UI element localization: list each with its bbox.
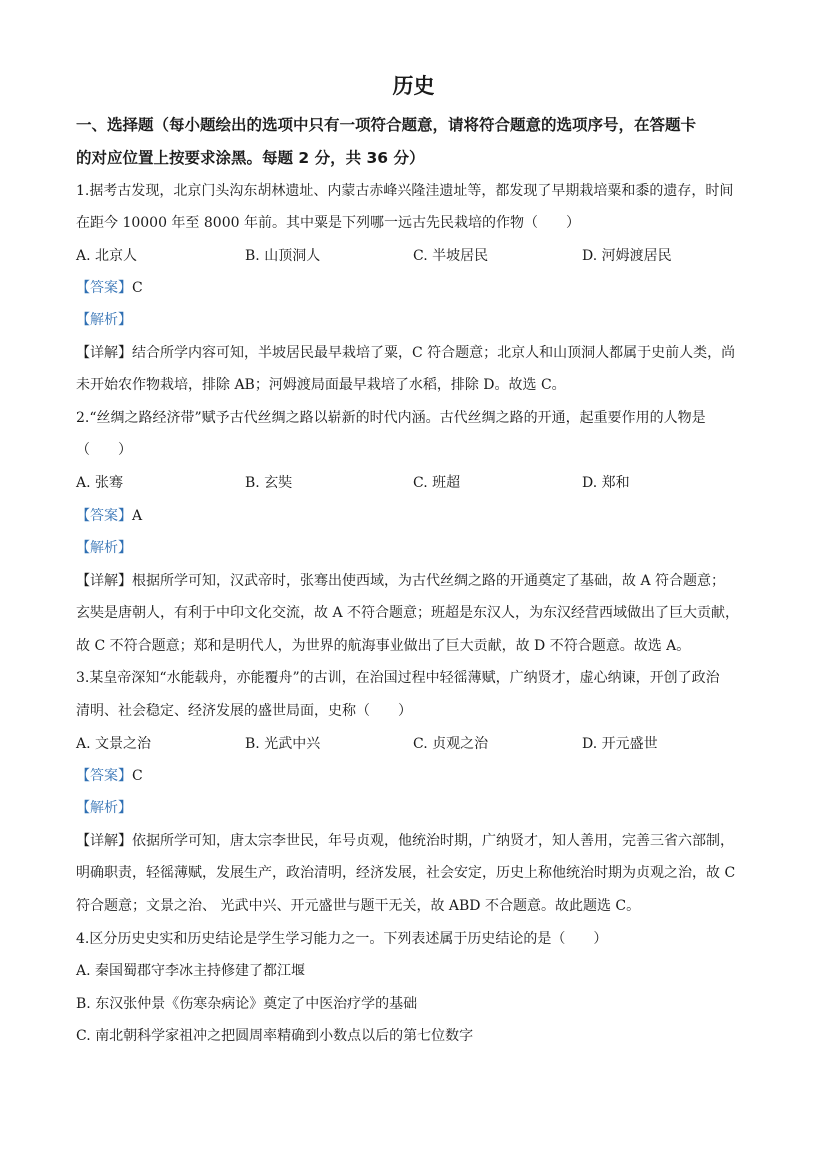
q1-option-c: C. 半坡居民 — [413, 248, 489, 264]
q3-answer-value: C — [132, 768, 143, 784]
q2-analysis-tag: 【解析】 — [76, 540, 132, 556]
q2-option-b: B. 玄奘 — [245, 475, 293, 491]
q2-detail-line-3: 故 C 不符合题意；郑和是明代人，为世界的航海事业做出了巨大贡献，故 D 不符合题意。故选 A。 — [76, 638, 691, 654]
q3-answer-tag: 【答案】 — [76, 768, 132, 784]
q3-option-b: B. 光武中兴 — [245, 736, 321, 752]
q2-detail-line-1: 【详解】根据所学可知，汉武帝时，张骞出使西域，为古代丝绸之路的开通奠定了基础，故 A 符合题意； — [76, 573, 726, 589]
q3-option-d: D. 开元盛世 — [582, 736, 658, 752]
q2-detail-line-2: 玄奘是唐朝人，有利于中印文化交流，故 A 不符合题意；班超是东汉人，为东汉经营西域做出了巨大贡献， — [76, 605, 740, 621]
q3-detail-line-3: 符合题意；文景之治、 光武中兴、开元盛世与题干无关，故 ABD 不合题意。故此题选 C。 — [76, 898, 641, 914]
q3-stem-line-2: 清明、社会稳定、经济发展的盛世局面，史称（ ） — [76, 703, 412, 719]
q2-answer-value: A — [132, 508, 143, 524]
q3-answer — [76, 765, 756, 785]
q3-stem-line-1: 3.某皇帝深知“水能载舟，亦能覆舟”的古训，在治国过程中轻徭薄赋，广纳贤才，虚心纳谏，开创了政治 — [76, 670, 720, 686]
q1-analysis-tag: 【解析】 — [76, 312, 132, 328]
q1-option-b: B. 山顶洞人 — [245, 248, 321, 264]
q1-answer-value: C — [132, 280, 143, 296]
q3-option-c: C. 贞观之治 — [413, 736, 489, 752]
q1-option-a: A. 北京人 — [76, 248, 138, 264]
q1-stem-line-2: 在距今 10000 年至 8000 年前。其中粟是下列哪一远古先民栽培的作物（ ） — [76, 215, 580, 231]
q1-detail-line-2: 未开始农作物栽培，排除 AB；河姆渡局面最早栽培了水稻，排除 D。故选 C。 — [76, 377, 566, 393]
q2-stem-line-1: 2.“丝绸之路经济带”赋予古代丝绸之路以崭新的时代内涵。古代丝绸之路的开通，起重要作用的人物是 — [76, 410, 706, 426]
page-title: 历史 — [392, 74, 435, 98]
q2-stem-line-2: （ ） — [76, 442, 132, 458]
section-heading-line-1: 一、选择题（每小题绘出的选项中只有一项符合题意，请将符合题意的选项序号，在答题卡 — [76, 116, 697, 134]
q2-option-d: D. 郑和 — [582, 475, 630, 491]
q1-stem-line-1: 1.据考古发现，北京门头沟东胡林遗址、内蒙古赤峰兴隆洼遗址等，都发现了早期栽培粟和黍的遗存，时间 — [76, 183, 734, 199]
q2-option-a: A. 张骞 — [76, 475, 124, 491]
q1-option-d: D. 河姆渡居民 — [582, 248, 672, 264]
q3-detail-line-1: 【详解】依据所学可知，唐太宗李世民，年号贞观，他统治时期，广纳贤才，知人善用，完善三省六部制， — [76, 833, 734, 849]
q1-detail-line-1: 【详解】结合所学内容可知，半坡居民最早栽培了粟，C 符合题意；北京人和山顶洞人都属于史前人类，尚 — [76, 345, 736, 361]
q4-option-c: C. 南北朝科学家祖冲之把圆周率精确到小数点以后的第七位数字 — [76, 1028, 474, 1044]
q3-analysis-tag: 【解析】 — [76, 800, 132, 816]
q4-option-b: B. 东汉张仲景《伤寒杂病论》奠定了中医治疗学的基础 — [76, 996, 418, 1012]
q1-answer-tag: 【答案】 — [76, 280, 132, 296]
section-heading-line-2: 的对应位置上按要求涂黑。每题 2 分，共 36 分） — [76, 149, 425, 167]
q1-answer — [76, 277, 756, 297]
q4-option-a: A. 秦国蜀郡守李冰主持修建了都江堰 — [76, 963, 306, 979]
q2-answer — [76, 505, 756, 525]
q3-detail-line-2: 明确职责，轻徭薄赋，发展生产，政治清明，经济发展，社会安定，历史上称他统治时期为贞观之治，故 C — [76, 865, 736, 881]
q3-option-a: A. 文景之治 — [76, 736, 152, 752]
q2-option-c: C. 班超 — [413, 475, 461, 491]
q2-answer-tag: 【答案】 — [76, 508, 132, 524]
q4-stem-line-1: 4.区分历史史实和历史结论是学生学习能力之一。下列表述属于历史结论的是（ ） — [76, 931, 608, 947]
